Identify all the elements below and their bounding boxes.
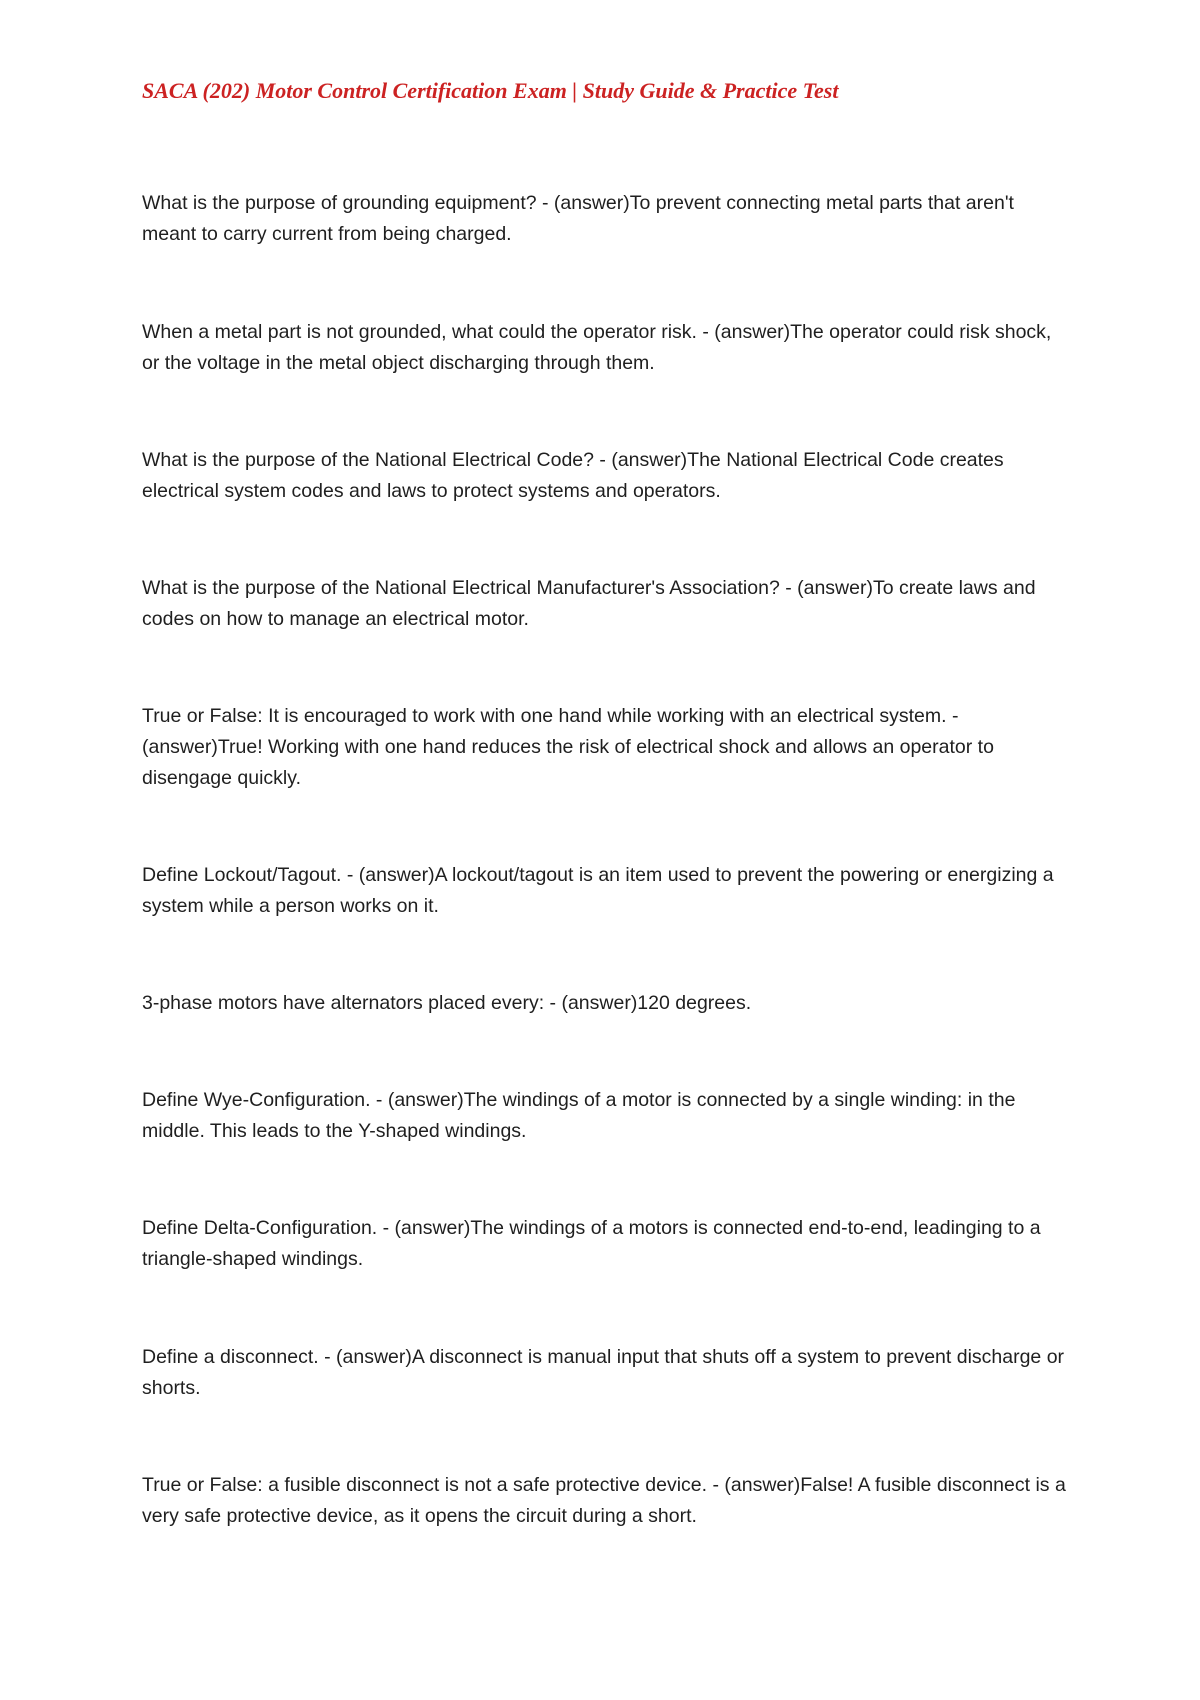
- qa-item: When a metal part is not grounded, what could the operator risk. - (answer)The operator could risk shock, or the voltage in the metal object discharging through them.: [142, 321, 1052, 374]
- qa-item: Define Lockout/Tagout. - (answer)A lockout/tagout is an item used to prevent the powering or energizing a system while a person works on it.: [142, 864, 1054, 917]
- document-title: SACA (202) Motor Control Certification Exam | Study Guide & Practice Test: [142, 78, 839, 103]
- qa-item: Define a disconnect. - (answer)A disconnect is manual input that shuts off a system to prevent discharge or shorts.: [142, 1346, 1065, 1399]
- qa-item: What is the purpose of the National Electrical Manufacturer's Association? - (answer)To create laws and codes on how to manage an electrical motor.: [142, 577, 1036, 630]
- qa-item: Define Wye-Configuration. - (answer)The windings of a motor is connected by a single winding: in the middle. This leads to the Y-shaped windings.: [142, 1089, 1016, 1142]
- qa-item: True or False: It is encouraged to work with one hand while working with an electrical system. - (answer)True! Working with one hand reduces the risk of electrical shock and allows an operator to disengage quickly.: [142, 705, 994, 789]
- qa-item: What is the purpose of grounding equipment? - (answer)To prevent connecting metal parts that aren't meant to carry current from being charged.: [142, 192, 1014, 245]
- qa-item: What is the purpose of the National Electrical Code? - (answer)The National Electrical Code creates electrical system codes and laws to protect systems and operators.: [142, 449, 1004, 502]
- qa-item: True or False: a fusible disconnect is not a safe protective device. - (answer)False! A fusible disconnect is a very safe protective device, as it opens the circuit during a short.: [142, 1474, 1066, 1527]
- qa-item: Define Delta-Configuration. - (answer)The windings of a motors is connected end-to-end, leadinging to a triangle-shaped windings.: [142, 1217, 1041, 1270]
- qa-item: 3-phase motors have alternators placed every: - (answer)120 degrees.: [142, 992, 752, 1014]
